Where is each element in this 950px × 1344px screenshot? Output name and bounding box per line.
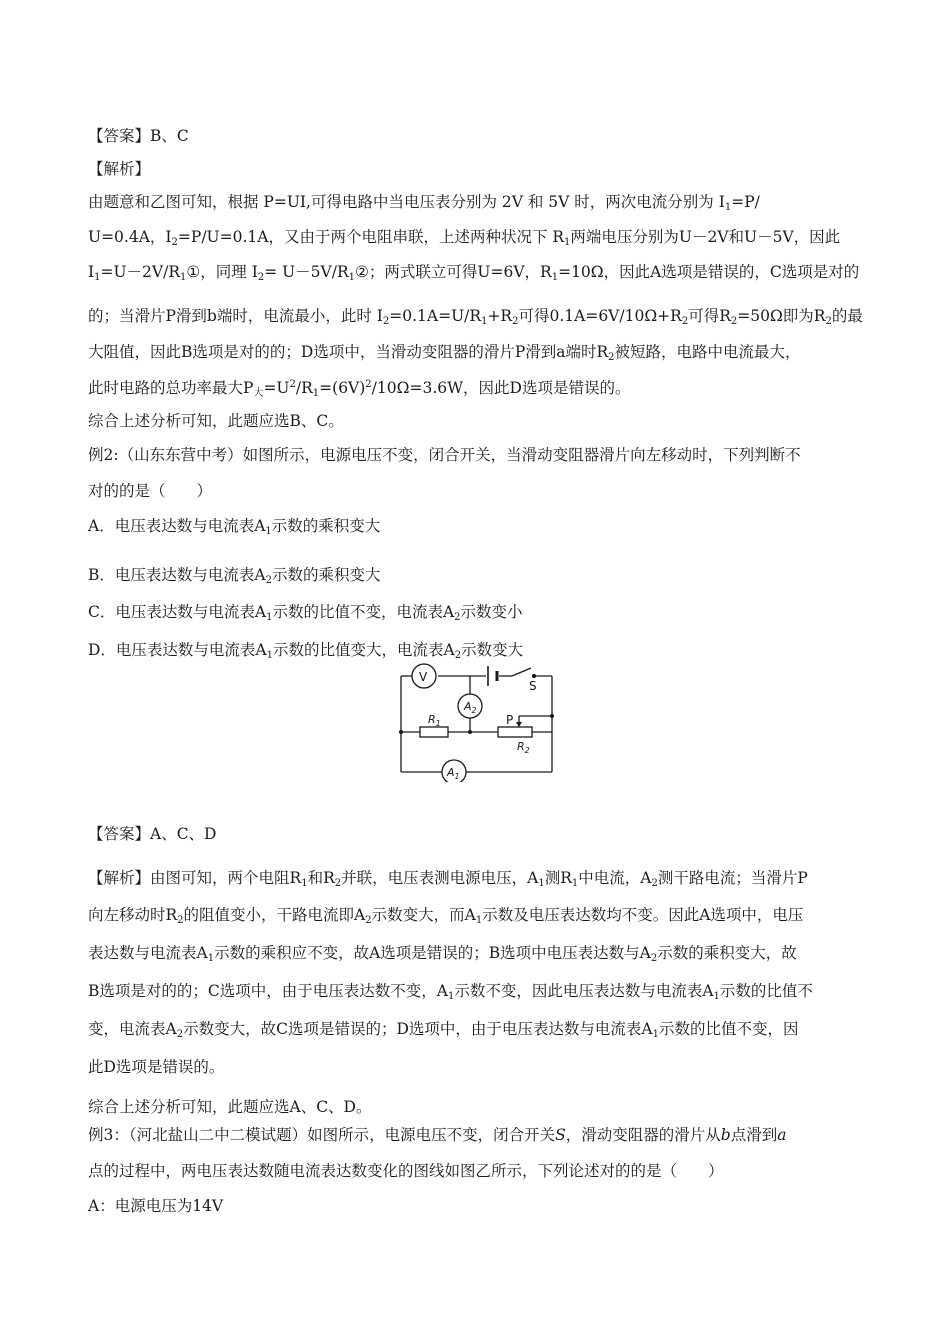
analysis-2-line-5: 变，电流表$A_2$示数变大，故C选项是错误的；D选项中，由于电压表达数与电流表$A_1$示数的比值不变，因 — [88, 1020, 799, 1040]
option-c: C．电压表达数与电流表$A_1$示数的比值不变，电流表$A_2$示数变小 — [88, 603, 523, 623]
example-3-question-line-2: 点的过程中，两电压表达数随电流表达数变化的图线如图乙所示，下列论述对的的是（ ） — [88, 1162, 724, 1180]
option-d: D．电压表达数与电流表$A_1$示数的比值变大，电流表$A_2$示数变大 — [88, 641, 524, 661]
analysis-2-line-3: 表达数与电流表$A_1$示数的乘积应不变，故A选项是错误的；B选项中电压表达数与$A_2$示数的乘积变大，故 — [88, 944, 797, 964]
analysis-line-3: $I_1=U-2V/R_1①$，同理 $I_2=$ $U-5V/R_1②$；两式联立可得U=6V，$R_1=10\Omega$，因此A选项是错误的，C选项是对的 — [88, 263, 860, 283]
example-2-question-line-2: 对的的是（ ） — [88, 482, 213, 500]
analysis-2-line-4: B选项是对的的；C选项中，由于电压表达数不变，$A_1$示数不变，因此电压表达数与电流表$A_1$示数的比值不 — [88, 982, 813, 1002]
circuit-diagram — [390, 660, 570, 782]
voltmeter-label: V — [419, 670, 428, 684]
analysis-line-5: 大阻值，因此B选项是对的的；D选项中，当滑动变阻器的滑片P滑到a端时$R_2$被短路，电路中电流最大， — [88, 343, 801, 363]
switch-label: S — [529, 679, 537, 693]
resistor-r2-label: $R_2$ — [517, 740, 530, 755]
analysis-line-6: 此时电路的总功率最大$P_大=U^2/R_1=(6V)^2/10\Omega=3.6W$，因此D选项是错误的。 — [88, 379, 631, 399]
analysis-2-line-1: 【解析】由图可知，两个电阻$R_1$和$R_2$并联，电压表测电源电压，$A_1$测$R_1$中电流，$A_2$测干路电流；当滑片P — [88, 869, 808, 889]
resistor-r1-label: $R_1$ — [428, 713, 441, 728]
example-3-question-line-1: 例3：（河北盐山二中二模试题）如图所示，电源电压不变，闭合开关S，滑动变阻器的滑片从b点滑到a — [88, 1126, 787, 1144]
analysis-2-line-6: 此D选项是错误的。 — [88, 1058, 225, 1076]
answer-label-2: 【答案】A、C、D — [88, 825, 217, 843]
conclusion-2: 综合上述分析可知，此题应选A、C、D。 — [88, 1098, 372, 1116]
example-2-question-line-1: 例2:（山东东营中考）如图所示，电源电压不变，闭合开关，当滑动变阻器滑片向左移动时，下列判断不 — [88, 446, 801, 464]
slider-p-label: P — [506, 713, 514, 727]
analysis-2-line-2: 向左移动时$R_2$的阻值变小，干路电流即$A_2$示数变大，而$A_1$示数及电压表达数均不变。因此A选项中，电压 — [88, 906, 804, 926]
analysis-line-1: 由题意和乙图可知，根据 P=UI,可得电路中当电压表分别为 2V 和 5V 时，两次电流分别为 $I_1=P/$ — [88, 193, 760, 213]
option-b: B．电压表达数与电流表$A_2$示数的乘积变大 — [88, 566, 381, 586]
option-a: A．电压表达数与电流表$A_1$示数的乘积变大 — [88, 517, 381, 537]
ammeter-a2-label: $A_2$ — [464, 700, 477, 715]
conclusion-1: 综合上述分析可知，此题应选B、C。 — [88, 412, 344, 430]
example-3-option-a: A：电源电压为14V — [88, 1197, 224, 1215]
analysis-line-4: 的；当滑片P滑到b端时，电流最小，此时 $I_2=0.1A=U/R_1+R_2$可得$0.1A=6V/10\Omega+R_2$可得$R_2=50\Omega$即为$R_2$的最 — [88, 307, 863, 327]
ammeter-a1-label: $A_1$ — [447, 766, 460, 781]
answer-label: 【答案】B、C — [88, 127, 189, 145]
analysis-line-2: U=0.4A，$I_2=P/U=0.1A$，又由于两个电阻串联，上述两种状况下 $R_1$两端电压分别为U－2V和U－5V，因此 — [88, 228, 841, 248]
analysis-heading: 【解析】 — [88, 160, 151, 178]
